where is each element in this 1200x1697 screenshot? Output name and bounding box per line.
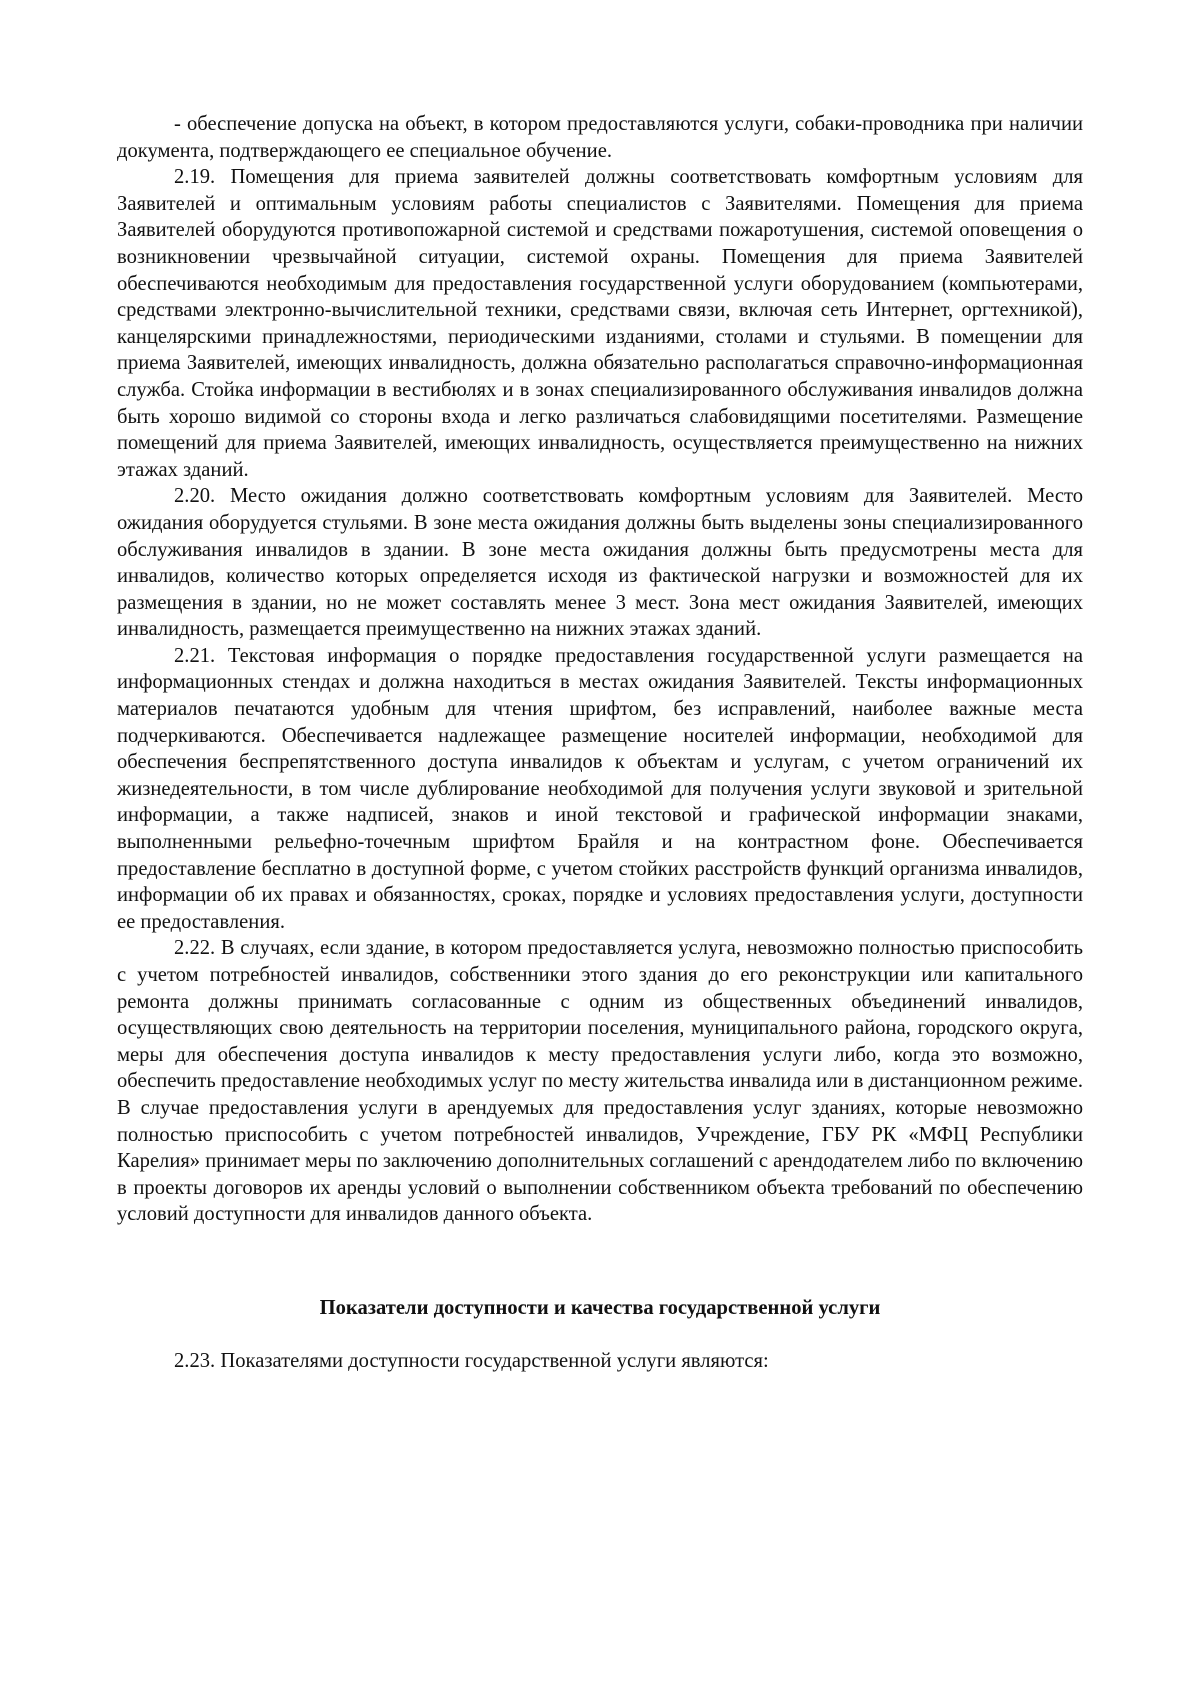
paragraph-2-22: 2.22. В случаях, если здание, в котором предоставляется услуга, невозможно полностью приспособить с учетом потребностей инвалидов, собственники этого здания до его реконструкции или капитального ремонта должны принимать согласованные с одним из общественных объединений инвалидов, осуществляющих свою деятельность на территории поселения, муниципального района, городского округа, меры для обеспечения доступа инвалидов к месту предоставления услуги либо, когда это возможно, обеспечить предоставление необходимых услуг по месту жительства инвалида или в дистанционном режиме. В случае предоставления услуги в арендуемых для предоставления услуг зданиях, которые невозможно полностью приспособить с учетом потребностей инвалидов, Учреждение, ГБУ РК «МФЦ Республики Карелия» принимает меры по заключению дополнительных соглашений с арендодателем либо по включению в проекты договоров их аренды условий о выполнении собственником объекта требований по обеспечению условий доступности для инвалидов данного объекта. xyxy=(117,937,1084,1226)
paragraph-2-20: 2.20. Место ожидания должно соответствовать комфортным условиям для Заявителей. Место ожидания оборудуется стульями. В зоне места ожидания должны быть выделены зоны специализированного обслуживания инвалидов в здании. В зоне места ожидания должны быть предусмотрены места для инвалидов, количество которых определяется исходя из фактической нагрузки и возможностей для их размещения в здании, но не может составлять менее 3 мест. Зона мест ожидания Заявителей, имеющих инвалидность, размещается преимущественно на нижних этажах зданий. xyxy=(117,485,1083,641)
document-page xyxy=(117,111,1083,1374)
paragraph-2-19: 2.19. Помещения для приема заявителей должны соответствовать комфортным условиям для Заявителей и оптимальным условиям работы специалистов с Заявителями. Помещения для приема Заявителей оборудуются противопожарной системой и средствами пожаротушения, системой оповещения о возникновении чрезвычайной ситуации, системой охраны. Помещения для приема Заявителей обеспечиваются необходимым для предоставления государственной услуги оборудованием (компьютерами, средствами электронно-вычислительной техники, средствами связи, включая сеть Интернет, оргтехникой), канцелярскими принадлежностями, периодическими изданиями, столами и стульями. В помещении для приема Заявителей, имеющих инвалидность, должна обязательно располагаться справочно-информационная служба. Стойка информации в вестибюлях и в зонах специализированного обслуживания инвалидов должна быть хорошо видимой со стороны входа и легко различаться слабовидящими посетителями. Размещение помещений для приема Заявителей, имеющих инвалидность, осуществляется преимущественно на нижних этажах зданий. xyxy=(117,166,1083,481)
paragraph-2-23: 2.23. Показателями доступности государственной услуги являются: xyxy=(174,1349,769,1372)
paragraph-2-21: 2.21. Текстовая информация о порядке предоставления государственной услуги размещается на информационных стендах и должна находиться в местах ожидания Заявителей. Тексты информационных материалов печатаются удобным для чтения шрифтом, без исправлений, наиболее важные места подчеркиваются. Обеспечивается надлежащее размещение носителей информации, необходимой для обеспечения беспрепятственного доступа инвалидов к объектам и услугам, с учетом ограничений их жизнедеятельности, в том числе дублирование необходимой для получения услуги звуковой и зрительной информации, а также надписей, знаков и иной текстовой и графической информации знаками, выполненными рельефно-точечным шрифтом Брайля и на контрастном фоне. Обеспечивается предоставление бесплатно в доступной форме, с учетом стойких расстройств функций организма инвалидов, информации об их правах и обязанностях, сроках, порядке и условиях предоставления услуги, доступности ее предоставления. xyxy=(117,644,1083,933)
section-heading: Показатели доступности и качества государственной услуги xyxy=(319,1296,881,1319)
paragraph-guide-dog-access: - обеспечение допуска на объект, в котором предоставляются услуги, собаки-проводника при наличии документа, подтверждающего ее специальное обучение. xyxy=(117,113,1083,162)
